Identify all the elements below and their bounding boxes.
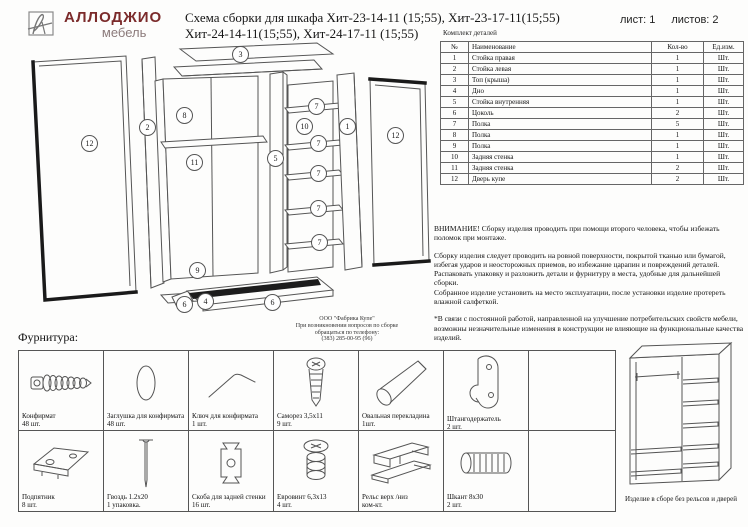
parts-cell-num: 4	[441, 86, 469, 97]
hardware-item-qty: 4 шт.	[277, 501, 292, 509]
title-line-1: Схема сборки для шкафа Хит-23-14-11 (15;55), Хит-23-17-11(15;55)	[185, 10, 560, 25]
part-callout-8: 8	[176, 107, 193, 124]
hardware-item-qty: 48 шт.	[22, 420, 41, 428]
parts-cell-num: 5	[441, 97, 469, 108]
hardware-item	[104, 431, 189, 512]
parts-cell-unit: Шт.	[704, 86, 744, 97]
parts-cell-qty: 1	[652, 86, 704, 97]
assembled-caption: Изделие в сборе без рельсов и дверей	[624, 495, 738, 503]
hardware-item	[104, 351, 189, 431]
hardware-item-name: Шкант 8х30	[447, 493, 484, 501]
parts-cell-name: Стойка левая	[469, 64, 652, 75]
parts-cell-unit: Шт.	[704, 97, 744, 108]
hardware-item-qty: 2 шт.	[447, 501, 462, 509]
parts-table-row	[441, 152, 744, 163]
factory-note-line: обращаться по телефону:	[314, 329, 380, 336]
part-callout-5: 5	[267, 150, 284, 167]
hardware-item-qty: 9 шт.	[277, 420, 292, 428]
hardware-item-qty: 1 шт.	[192, 420, 207, 428]
hardware-item-name: Гвоздь 1.2х20	[107, 493, 148, 501]
parts-cell-name: Топ (крыша)	[469, 75, 652, 86]
hardware-item-qty: 1 упаковка.	[107, 501, 141, 509]
hardware-item-qty: 48 шт.	[107, 420, 126, 428]
self-tapping-screw-icon	[277, 353, 355, 412]
parts-cell-qty: 1	[652, 64, 704, 75]
hardware-item-qty: ком-кт.	[362, 501, 383, 509]
parts-cell-unit: Шт.	[704, 119, 744, 130]
parts-cell-unit: Шт.	[704, 64, 744, 75]
hardware-title: Фурнитура:	[18, 330, 79, 344]
hardware-item	[19, 351, 104, 431]
assembly-notices	[434, 224, 746, 350]
parts-cell-name: Полка	[469, 130, 652, 141]
parts-cell-name: Дно	[469, 86, 652, 97]
brand-logo	[26, 10, 162, 40]
parts-cell-qty: 1	[652, 141, 704, 152]
parts-cell-name: Стойка внутренняя	[469, 97, 652, 108]
parts-table-row	[441, 108, 744, 119]
hardware-item	[274, 431, 359, 512]
parts-cell-num: 2	[441, 64, 469, 75]
parts-table-row	[441, 163, 744, 174]
assembled-product-drawing	[616, 340, 746, 488]
part-callout-6: 6	[176, 296, 193, 313]
part-callout-12: 12	[387, 127, 404, 144]
nail-icon	[107, 433, 185, 493]
hardware-item-name: Рельс верх /низ	[362, 493, 408, 501]
part-callout-12: 12	[81, 135, 98, 152]
parts-table-row	[441, 97, 744, 108]
hardware-item	[359, 431, 444, 512]
col-num: №	[441, 42, 469, 53]
factory-note-line: При возникновении вопросов по сборке	[295, 322, 399, 329]
dowel-icon	[447, 433, 525, 493]
col-unit: Ед.изм.	[704, 42, 744, 53]
parts-cell-unit: Шт.	[704, 130, 744, 141]
hardware-item-name: Подпятник	[22, 493, 55, 501]
hardware-item-qty: 1шт.	[362, 420, 376, 428]
parts-cell-unit: Шт.	[704, 174, 744, 185]
confirmat-screw-icon	[22, 353, 100, 412]
hardware-item-name: Ключ для конфирмата	[192, 412, 258, 420]
hardware-item	[359, 351, 444, 431]
parts-table-row	[441, 86, 744, 97]
hardware-item-name: Заглушка для конфирмата	[107, 412, 185, 420]
hardware-item	[444, 351, 529, 431]
hardware-empty-cell	[529, 431, 616, 512]
parts-table-row	[441, 141, 744, 152]
part-callout-11: 11	[186, 154, 203, 171]
hardware-item-qty: 8 шт.	[22, 501, 37, 509]
hardware-item-qty: 16 шт.	[192, 501, 211, 509]
hardware-grid	[18, 350, 616, 512]
rail-icon	[362, 433, 440, 493]
oval-bar-icon	[362, 353, 440, 412]
hardware-item	[444, 431, 529, 512]
parts-table-row	[441, 75, 744, 86]
part-callout-7: 7	[310, 135, 327, 152]
col-name: Наименование	[469, 42, 652, 53]
factory-note	[262, 316, 432, 343]
cap-plug-icon	[107, 353, 185, 412]
parts-cell-qty: 1	[652, 97, 704, 108]
parts-table-row	[441, 119, 744, 130]
hardware-item-qty: 2 шт.	[447, 423, 462, 431]
parts-table-header	[441, 42, 744, 53]
parts-cell-num: 7	[441, 119, 469, 130]
part-callout-4: 4	[197, 293, 214, 310]
part-callout-7: 7	[310, 200, 327, 217]
parts-cell-name: Полка	[469, 141, 652, 152]
hardware-item-name: Штангодержатель	[447, 415, 501, 423]
part-callout-10: 10	[296, 118, 313, 135]
exploded-diagram	[15, 38, 435, 338]
hardware-item-name: Конфирмат	[22, 412, 56, 420]
parts-cell-unit: Шт.	[704, 75, 744, 86]
exploded-view-drawing	[15, 38, 435, 338]
part-callout-2: 2	[139, 119, 156, 136]
parts-cell-name: Цоколь	[469, 108, 652, 119]
parts-cell-qty: 2	[652, 163, 704, 174]
hardware-item	[274, 351, 359, 431]
brand-tagline: мебель	[101, 25, 147, 40]
back-wall-bracket-icon	[192, 433, 270, 493]
parts-cell-qty: 1	[652, 75, 704, 86]
parts-cell-unit: Шт.	[704, 108, 744, 119]
assembled-product	[616, 340, 746, 503]
parts-cell-name: Задняя стенка	[469, 163, 652, 174]
parts-cell-name: Дверь купе	[469, 174, 652, 185]
parts-cell-num: 11	[441, 163, 469, 174]
parts-cell-qty: 1	[652, 152, 704, 163]
parts-cell-num: 3	[441, 75, 469, 86]
floor-glide-icon	[22, 433, 100, 493]
parts-cell-name: Стойка правая	[469, 53, 652, 64]
factory-name: ООО "Фабрика Купе"	[319, 316, 375, 322]
parts-cell-num: 9	[441, 141, 469, 152]
parts-table-body	[441, 53, 744, 185]
factory-phone: (383) 285-00-95 (96)	[321, 336, 373, 343]
parts-cell-qty: 2	[652, 174, 704, 185]
warning-text: ВНИМАНИЕ! Сборку изделия проводить при помощи второго человека, чтобы избежать поломок при монтаже.	[434, 224, 720, 243]
notice-paragraph: Сборку изделия следует проводить на ровной поверхности, покрытой тканью или бумагой, избегая ударов и неосторожных приемов, во избежание царапин и повреждений деталей.	[434, 250, 726, 269]
euro-screw-icon	[277, 433, 355, 493]
parts-cell-name: Задняя стенка	[469, 152, 652, 163]
parts-cell-unit: Шт.	[704, 163, 744, 174]
parts-cell-num: 6	[441, 108, 469, 119]
sheets-total: листов: 2	[671, 14, 719, 26]
parts-cell-qty: 5	[652, 119, 704, 130]
parts-cell-qty: 2	[652, 108, 704, 119]
hex-key-icon	[192, 353, 270, 412]
part-callout-7: 7	[311, 234, 328, 251]
hardware-item	[189, 351, 274, 431]
hardware-item-name: Овальная перекладина	[362, 412, 430, 420]
part-callout-6: 6	[264, 294, 281, 311]
part-callout-9: 9	[189, 262, 206, 279]
parts-cell-unit: Шт.	[704, 141, 744, 152]
hardware-item-name: Скоба для задней стенки	[192, 493, 266, 501]
part-callout-3: 3	[232, 46, 249, 63]
parts-table-row	[441, 174, 744, 185]
parts-table	[440, 41, 744, 185]
allodzhio-logo-icon	[26, 10, 56, 38]
parts-table-row	[441, 53, 744, 64]
parts-cell-name: Полка	[469, 119, 652, 130]
parts-cell-unit: Шт.	[704, 152, 744, 163]
parts-cell-num: 12	[441, 174, 469, 185]
parts-cell-num: 10	[441, 152, 469, 163]
sheet-number: лист: 1	[620, 14, 656, 26]
parts-cell-unit: Шт.	[704, 53, 744, 64]
title-line-2: Хит-24-14-11(15;55), Хит-24-17-11 (15;55)	[185, 26, 419, 41]
brand-name: АЛЛОДЖИО	[64, 9, 163, 26]
hardware-item-name: Саморез 3,5х11	[277, 412, 323, 420]
col-qty: Кол-во	[652, 42, 704, 53]
parts-cell-num: 1	[441, 53, 469, 64]
part-callout-7: 7	[308, 98, 325, 115]
parts-table-row	[441, 64, 744, 75]
part-callout-1: 1	[339, 118, 356, 135]
parts-table-title: Комплект деталей	[443, 29, 497, 37]
parts-cell-qty: 1	[652, 53, 704, 64]
sheet-info	[620, 14, 746, 26]
hardware-item	[189, 431, 274, 512]
footnote-text: *В связи с постоянной работой, направленной на улучшение потребительских свойств мебели, возможны незначительные изменения в конструкции не влияющие на функциональные качества изделий.	[434, 314, 744, 342]
part-callout-7: 7	[310, 165, 327, 182]
notice-paragraph: Распаковать упаковку и разложить детали и фурнитуру в места, удобные для дальнейшей сборки.	[434, 269, 721, 288]
hardware-item-name: Евровинт 6,3х13	[277, 493, 327, 501]
hardware-empty-cell	[529, 351, 616, 431]
notice-paragraph: Собранное изделие установить на место эксплуатации, после установки изделие протереть влажной салфеткой.	[434, 287, 726, 307]
parts-cell-qty: 1	[652, 130, 704, 141]
parts-cell-num: 8	[441, 130, 469, 141]
hardware-item	[19, 431, 104, 512]
parts-table-row	[441, 130, 744, 141]
rod-holder-icon	[447, 353, 525, 415]
